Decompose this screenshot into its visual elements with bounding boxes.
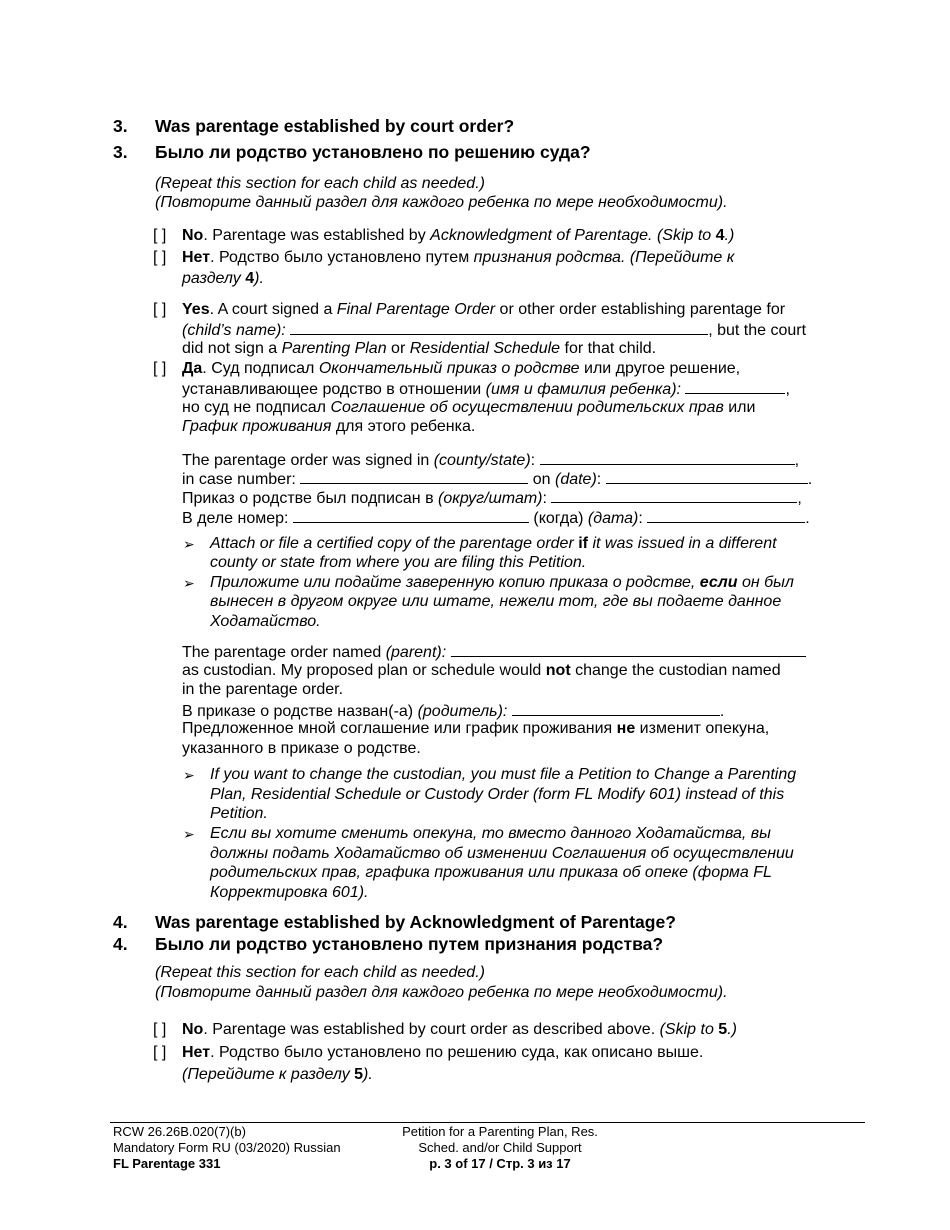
footer-divider (110, 1122, 865, 1123)
text: , (785, 381, 790, 398)
text: Final Parentage Order (336, 301, 496, 318)
text: или другое решение, (579, 360, 741, 377)
text: (child’s name): (182, 322, 286, 339)
text: 4 (715, 227, 725, 244)
text: Предложенное мной соглашение или график проживания (182, 720, 617, 737)
text: (Skip to (659, 1021, 719, 1038)
text: Parenting Plan (281, 340, 387, 357)
custodian-en-line3: in the parentage order. (182, 681, 344, 698)
section-4-repeat-en: (Repeat this section for each child as needed.) (155, 964, 485, 981)
text: 5 (718, 1021, 728, 1038)
no-option-ru (182, 249, 734, 267)
section-4-number-ru: 4. (113, 934, 128, 954)
text: Yes (182, 301, 210, 318)
case-number-field[interactable] (300, 469, 528, 484)
footer-page-number: p. 3 of 17 / Стр. 3 из 17 (429, 1156, 571, 1171)
change-ru-line3: родительских прав, графика проживания или приказа об опеке (форма FL (210, 864, 772, 881)
arrow-bullet-icon: ➢ (183, 536, 195, 552)
no-checkbox-ru[interactable]: [ ] (153, 249, 167, 266)
custodian-ru-line2 (182, 720, 769, 738)
text: if (578, 535, 588, 552)
text: (date) (554, 471, 597, 488)
section-4-title-ru: Было ли родство установлено путем признания родства? (155, 934, 664, 954)
text: для этого ребенка. (331, 418, 476, 435)
county-state-field[interactable] (540, 450, 795, 465)
text: (родитель): (417, 703, 508, 720)
yes-option-ru-line2 (182, 379, 790, 399)
attach-ru-line1 (210, 574, 794, 592)
text: it was issued in a different (588, 535, 777, 552)
section-4-repeat-ru: (Повторите данный раздел для каждого ребенка по мере необходимости). (155, 984, 728, 1001)
section-3-repeat-ru: (Повторите данный раздел для каждого ребенка по мере необходимости). (155, 194, 728, 211)
signed-county-ru: Приказ о родстве был подписан в (округ/штат): , (182, 490, 802, 507)
county-state-field-ru[interactable] (551, 488, 797, 503)
text: В деле номер: (182, 510, 289, 527)
text: : (596, 471, 602, 488)
change-en-line3: Petition. (210, 805, 268, 822)
text: Соглашение об осуществлении родительских прав (330, 399, 724, 416)
no-option-en (182, 227, 734, 245)
text: (дата) (587, 510, 639, 527)
no-label: No (182, 227, 204, 244)
yes-option-en-line3 (182, 340, 656, 358)
text: : (530, 452, 536, 469)
text: 5 (354, 1066, 364, 1083)
text: or other order establishing parentage for (495, 301, 786, 318)
text: Окончательный приказ о родстве (318, 360, 580, 377)
yes-option-ru-line3 (182, 399, 755, 417)
text: or (386, 340, 410, 357)
text: (имя и фамилия ребенка): (485, 381, 681, 398)
no-checkbox[interactable]: [ ] (153, 227, 167, 244)
text: : (638, 510, 643, 527)
text: . Parentage was established by (203, 227, 431, 244)
footer-statute: RCW 26.26B.020(7)(b) (113, 1124, 246, 1139)
text: change the custodian named (570, 662, 781, 679)
text: ). (254, 270, 264, 287)
text: Да (182, 360, 203, 377)
footer-title-2: Sched. and/or Child Support (418, 1140, 582, 1155)
text: . A court signed a (209, 301, 337, 318)
signed-case-en: in case number: on (date): . (182, 471, 813, 488)
attach-ru-line2: вынесен в другом округе или штате, нежели тот, где вы подаете данное (210, 593, 782, 610)
attach-en-line2: county or state from where you are filing this Petition. (210, 554, 587, 571)
text: разделу (182, 270, 246, 287)
text: on (528, 471, 555, 488)
signed-case-ru: В деле номер: (когда) (дата): . (182, 510, 810, 527)
yes-checkbox-ru[interactable]: [ ] (153, 360, 167, 377)
text: (Перейдите к разделу (182, 1066, 355, 1083)
change-ru-line2: должны подать Ходатайство об изменении Соглашения об осуществлении (210, 845, 794, 862)
no-option-ru-line2 (182, 270, 264, 288)
no-checkbox-4[interactable]: [ ] (153, 1021, 167, 1038)
signed-county-en: The parentage order was signed in (county/state): , (182, 452, 800, 469)
text: Residential Schedule (409, 340, 561, 357)
yes-option-en-line2 (182, 320, 806, 340)
parent-field[interactable] (451, 642, 806, 657)
arrow-bullet-icon: ➢ (183, 575, 195, 591)
footer-form-info: Mandatory Form RU (03/2020) Russian (113, 1140, 341, 1155)
text: признания родства. (Перейдите к (473, 249, 735, 266)
text: изменит опекуна, (635, 720, 770, 737)
text: (parent): (385, 644, 447, 661)
text: . Родство было установлено путем (210, 249, 474, 266)
text: .) (727, 1021, 737, 1038)
arrow-bullet-icon: ➢ (183, 826, 195, 842)
custodian-ru-line3: указанного в приказе о родстве. (182, 740, 421, 757)
change-ru-line4: Корректировка 601). (210, 884, 369, 901)
section-3-repeat-en: (Repeat this section for each child as needed.) (155, 175, 485, 192)
date-field[interactable] (606, 469, 808, 484)
custodian-en-line2 (182, 662, 781, 680)
text: но суд не подписал (182, 399, 331, 416)
text: No (182, 1021, 204, 1038)
text: . Родство было установлено по решению суда, как описано выше. (210, 1044, 704, 1061)
footer-center (380, 1124, 620, 1172)
text: 4 (245, 270, 255, 287)
s4-no-option-ru-line2 (182, 1066, 373, 1084)
text: in case number: (182, 471, 296, 488)
text: Acknowledgment of Parentage. (Skip to (430, 227, 716, 244)
custodian-ru-line1: В приказе о родстве назван(-а) (родитель): . (182, 703, 725, 720)
yes-option-en-line1 (182, 301, 785, 319)
text: не (616, 720, 636, 737)
case-number-field-ru[interactable] (293, 508, 529, 523)
text: В приказе о родстве назван(-а) (182, 703, 418, 720)
footer-left (113, 1124, 341, 1172)
text: for that child. (560, 340, 657, 357)
yes-checkbox[interactable]: [ ] (153, 301, 167, 318)
s4-no-option-ru (182, 1044, 703, 1062)
text: Приложите или подайте заверенную копию приказа о родстве, (210, 574, 700, 591)
text: (county/state) (433, 452, 531, 469)
text: Нет (182, 1044, 211, 1061)
text: : (542, 490, 547, 507)
yes-option-ru-line1 (182, 360, 740, 378)
text: (когда) (528, 510, 588, 527)
text: Нет (182, 249, 211, 266)
text: as custodian. My proposed plan or schedule would (182, 662, 546, 679)
section-4-number: 4. (113, 912, 128, 932)
text: . Parentage was established by court order as described above. (203, 1021, 660, 1038)
text: Приказ о родстве был подписан в (182, 490, 439, 507)
parent-field-ru[interactable] (512, 701, 720, 716)
text: устанавливающее родство в отношении (182, 381, 486, 398)
text: not (545, 662, 571, 679)
change-ru-line1: Если вы хотите сменить опекуна, то вместо данного Ходатайства, вы (210, 825, 771, 842)
section-4-title-en: Was parentage established by Acknowledgment of Parentage? (155, 912, 676, 932)
date-field-ru[interactable] (647, 508, 805, 523)
yes-option-ru-line4 (182, 418, 475, 436)
change-en-line1: If you want to change the custodian, you must file a Petition to Change a Parenting (210, 766, 797, 783)
text: он был (737, 574, 794, 591)
text: ). (363, 1066, 373, 1083)
text: График проживания (182, 418, 332, 435)
text: или (723, 399, 756, 416)
footer-form-id: FL Parentage 331 (113, 1156, 221, 1171)
text: , but the court (708, 322, 807, 339)
text: (округ/штат) (438, 490, 543, 507)
footer-title-1: Petition for a Parenting Plan, Res. (402, 1124, 598, 1139)
text: если (699, 574, 738, 591)
section-3-title-ru: Было ли родство установлено по решению суда? (155, 142, 591, 162)
section-3-number: 3. (113, 116, 128, 136)
text: Attach or file a certified copy of the parentage order (210, 535, 579, 552)
section-3-number-ru: 3. (113, 142, 128, 162)
arrow-bullet-icon: ➢ (183, 767, 195, 783)
child-name-field[interactable] (290, 320, 708, 335)
text: .) (724, 227, 735, 244)
text: . Суд подписал (202, 360, 319, 377)
attach-en-line1 (210, 535, 777, 553)
custodian-en-line1 (182, 642, 806, 662)
text: did not sign a (182, 340, 282, 357)
s4-no-option-en (182, 1021, 737, 1039)
child-name-field-ru[interactable] (685, 379, 785, 394)
no-checkbox-4-ru[interactable]: [ ] (153, 1044, 167, 1061)
section-3-title-en: Was parentage established by court order? (155, 116, 515, 136)
text: The parentage order named (182, 644, 386, 661)
text: The parentage order was signed in (182, 452, 434, 469)
change-en-line2: Plan, Residential Schedule or Custody Order (form FL Modify 601) instead of this (210, 786, 785, 803)
attach-ru-line3: Ходатайство. (210, 613, 321, 630)
